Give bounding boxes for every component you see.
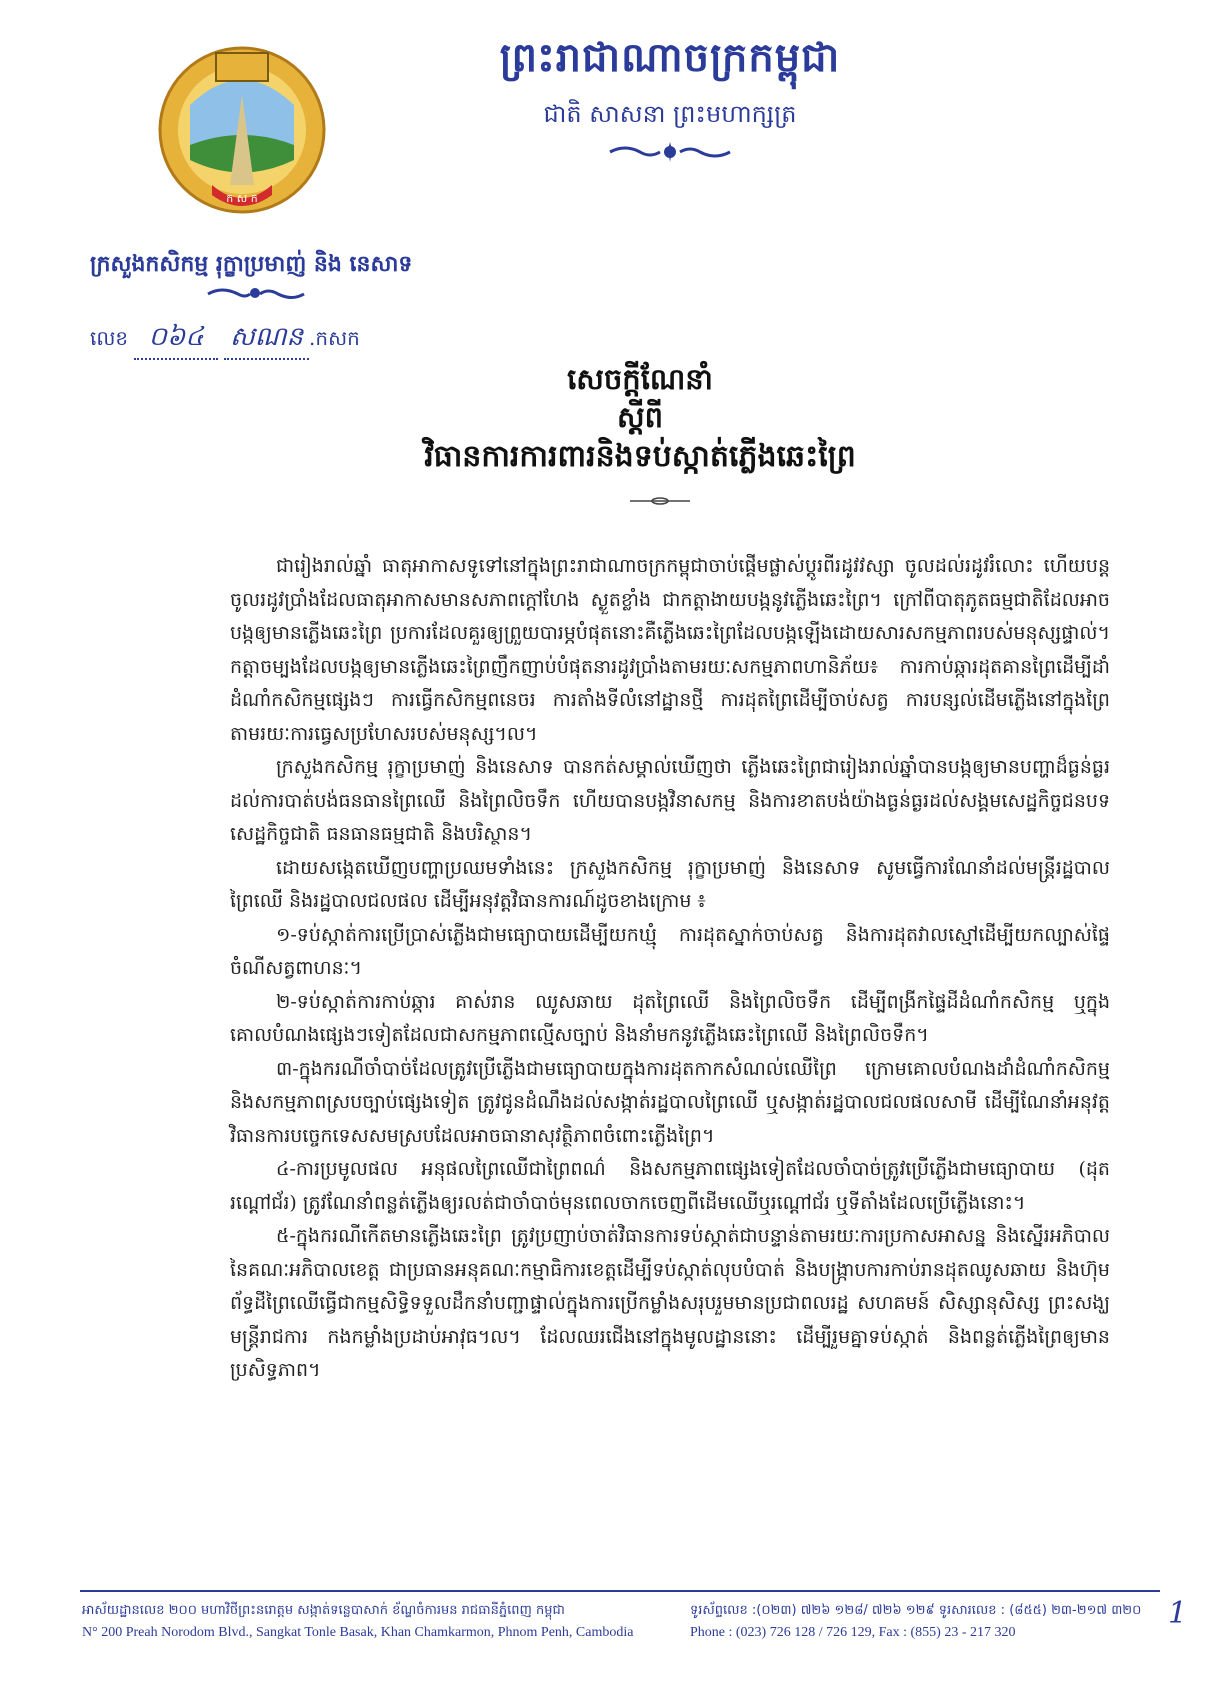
title-line-3: វិធានការការពារនិងទប់ស្កាត់ភ្លើងឆេះព្រៃ — [424, 439, 856, 474]
ministry-ornament-icon — [200, 284, 310, 304]
body-paragraph: ២-ទប់ស្កាត់ការកាប់ឆ្ការ គាស់រាន ឈូសឆាយ ដុតព្រៃឈើ និងព្រៃលិចទឹក ដើម្បីពង្រីកផ្ទៃដីដំណាំកសិកម្ម ឬក្នុងគោលបំណងផ្សេងៗទៀតដែលជាសកម្មភាពល្មើសច្បាប់ និងនាំមកនូវភ្លើងឆេះព្រៃឈើ និងព្រៃលិចទឹក។ — [230, 990, 1110, 1046]
body-paragraph: ៤-ការប្រមូលផល អនុផលព្រៃឈើជាព្រៃពណ៌ និងសកម្មភាពផ្សេងទៀតដែលចាំបាច់ត្រូវប្រើភ្លើងជាមធ្យោបាយ (ដុតរណ្តៅជ័រ) ត្រូវណែនាំពន្លត់ភ្លើងឲ្យរលត់ជាចាំបាច់មុនពេលចាកចេញពីដើមឈើឬរណ្តៅជ័រ ឬទីតាំងដែលប្រើភ្លើងនោះ។ — [230, 1158, 1110, 1214]
body-paragraph: ក្រសួងកសិកម្ម រុក្ខាប្រមាញ់ និងនេសាទ បានកត់សម្គាល់ឃើញថា ភ្លើងឆេះព្រៃជារៀងរាល់ឆ្នាំបានបង្កឲ្យមានបញ្ហាដ៏ធ្ងន់ធ្ងរដល់ការបាត់បង់ធនធានព្រៃឈើ និងព្រៃលិចទឹក ហើយបានបង្កវិនាសកម្ម និងការខាតបង់យ៉ាងធ្ងន់ធ្ងរដល់សង្គមសេដ្ឋកិច្ចជនបទ សេដ្ឋកិច្ចជាតិ ធនធានធម្មជាតិ និងបរិស្ថាន។ — [230, 756, 1110, 845]
emblem-text: ក ស ក — [226, 192, 258, 205]
ref-code: សណន — [224, 320, 309, 360]
footer-contact — [690, 1600, 1141, 1644]
ref-label: លេខ — [90, 326, 129, 350]
footer-divider — [80, 1590, 1160, 1592]
footer-address — [82, 1600, 633, 1644]
ref-suffix: .កសក — [309, 326, 360, 350]
kingdom-motto: ជាតិ សាសនា ព្រះមហាក្សត្រ — [543, 100, 797, 128]
footer-phone-kh: ទូរស័ព្ទលេខ :(០២៣) ៧២៦ ១២៨/ ៧២៦ ១២៩ ទូរសារលេខ : (៨៥៥) ២៣-២១៧ ៣២០ — [690, 1603, 1142, 1618]
footer-address-en: N° 200 Preah Norodom Blvd., Sangkat Tonle Basak, Khan Chamkarmon, Phnom Penh, Cambodia — [82, 1625, 634, 1640]
kingdom-title: ព្រះរាជាណាចក្រកម្ពុជា — [499, 34, 841, 81]
body-paragraph: ៣-ក្នុងករណីចាំបាច់ដែលត្រូវប្រើភ្លើងជាមធ្យោបាយក្នុងការដុតកាកសំណល់ឈើព្រៃ ក្រោមគោលបំណងដាំដំណាំកសិកម្ម និងសកម្មភាពស្របច្បាប់ផ្សេងទៀត ត្រូវជូនដំណឹងដល់សង្កាត់រដ្ឋបាលព្រៃឈើ ឬសង្កាត់រដ្ឋបាលជលផលសាមី ដើម្បីណែនាំអនុវត្តវិធានការបច្ចេកទេសសមស្របដែលអាចធានាសុវត្ថិភាពចំពោះភ្លើងព្រៃ។ — [230, 1057, 1110, 1147]
ref-number: ០៦៤ — [134, 320, 217, 360]
footer-phone-en: Phone : (023) 726 128 / 726 129, Fax : (855) 23 - 217 320 — [690, 1625, 1016, 1640]
ministry-emblem — [150, 35, 335, 220]
document-title — [300, 360, 980, 478]
header-ornament-icon — [600, 140, 740, 164]
body-paragraph: ដោយសង្កេតឃើញបញ្ហាប្រឈមទាំងនេះ ក្រសួងកសិកម្ម រុក្ខាប្រមាញ់ និងនេសាទ សូមធ្វើការណែនាំដល់មន្ត្រីរដ្ឋបាលព្រៃឈើ និងរដ្ឋបាលជលផល ដើម្បីអនុវត្តវិធានការណ៍ដូចខាងក្រោម ៖ — [230, 856, 1110, 912]
body-paragraph: ៥-ក្នុងករណីកើតមានភ្លើងឆេះព្រៃ ត្រូវប្រញាប់ចាត់វិធានការទប់ស្កាត់ជាបន្ទាន់តាមរយៈការប្រកាសអាសន្ន និងស្នើរអភិបាលនៃគណៈអភិបាលខេត្ត ជាប្រធានអនុគណៈកម្មាធិការខេត្តដើម្បីទប់ស្កាត់លុបបំបាត់ និងបង្ក្រាបការកាប់រានដុតឈូសឆាយ និងហ៊ុមព័ទ្ធដីព្រៃឈើធ្វើជាកម្មសិទ្ធិទទួលដឹកនាំបញ្ជាផ្ទាល់ក្នុងការប្រើកម្លាំងសរុបរួមមានប្រជាពលរដ្ឋ សហគមន៍ សិស្សានុសិស្ស ព្រះសង្ឃ មន្ត្រីរាជការ កងកម្លាំងប្រដាប់អាវុធ។ល។ ដែលឈរជើងនៅក្នុងមូលដ្ឋាននោះ ដើម្បីរួមគ្នាទប់ស្កាត់ និងពន្លត់ភ្លើងព្រៃឲ្យមានប្រសិទ្ធភាព។ — [230, 1225, 1110, 1381]
ministry-name: ក្រសួងកសិកម្ម រុក្ខាប្រមាញ់ និង នេសាទ — [90, 251, 413, 277]
reference-number — [90, 320, 360, 360]
body-paragraph: ១-ទប់ស្កាត់ការប្រើប្រាស់ភ្លើងជាមធ្យោបាយដើម្បីយកឃ្មុំ ការដុតស្នាក់ចាប់សត្វ និងការដុតវាលស្មៅដើម្បីយកល្បាស់ផ្ទៃចំណីសត្វពាហនៈ។ — [230, 923, 1110, 979]
title-divider-icon — [630, 496, 690, 506]
title-line-1: សេចក្តីណែនាំ — [567, 362, 713, 396]
document-body — [230, 550, 1110, 1388]
title-line-2: ស្តីពី — [616, 400, 664, 434]
kingdom-header — [420, 32, 920, 164]
footer-address-kh: អាស័យដ្ឋានលេខ ២០០ មហាវិថីព្រះនរោត្តម សង្កាត់ទន្លេបាសាក់ ខ័ណ្ឌចំការមន រាជធានីភ្នំពេញ កម្ពុជា — [82, 1603, 565, 1618]
body-paragraph: ជារៀងរាល់ឆ្នាំ ធាតុអាកាសទូទៅនៅក្នុងព្រះរាជាណាចក្រកម្ពុជាចាប់ផ្តើមផ្លាស់ប្តូរពីរដូវវស្សា ចូលដល់រដូវរំលោះ ហើយបន្តចូលរដូវប្រាំងដែលធាតុអាកាសមានសភាពក្តៅហែង ស្ងួតខ្លាំង ជាកត្តាងាយបង្កនូវភ្លើងឆេះព្រៃ។ ក្រៅពីបាតុភូតធម្មជាតិដែលអាចបង្កឲ្យមានភ្លើងឆេះព្រៃ ប្រការដែលគួរឲ្យព្រួយបារម្ភបំផុតនោះគឺភ្លើងឆេះព្រៃដែលបង្កឡើងដោយសារសកម្មភាពរបស់មនុស្សផ្ទាល់។ កត្តាចម្បងដែលបង្កឲ្យមានភ្លើងឆេះព្រៃញឹកញាប់បំផុតនារដូវប្រាំងតាមរយៈសកម្មភាពហានិភ័យ៖ ការកាប់ឆ្ការដុតគានព្រៃដើម្បីដាំដំណាំកសិកម្មផ្សេងៗ ការធ្វើកសិកម្មពនេចរ ការតាំងទីលំនៅដ្ឋានថ្មី ការដុតព្រៃដើម្បីចាប់សត្វ ការបន្សល់ដើមភ្លើងនៅក្នុងព្រៃតាមរយៈការធ្វេសប្រហែសរបស់មនុស្ស។ល។ — [230, 555, 1110, 745]
page-number: 1 — [1168, 1596, 1188, 1631]
